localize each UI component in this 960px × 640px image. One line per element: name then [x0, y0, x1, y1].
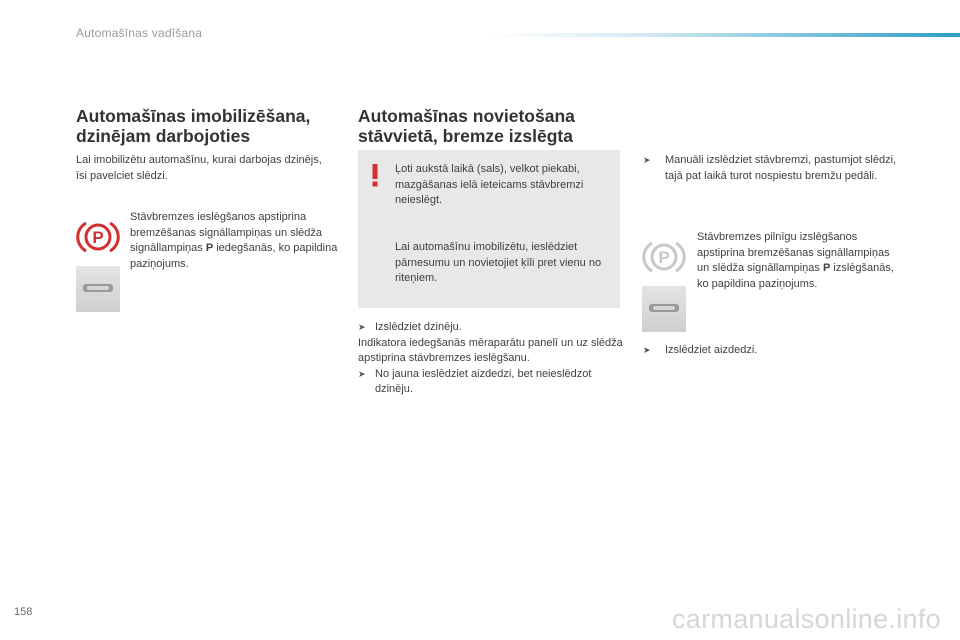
bullet-item	[643, 343, 908, 359]
right-instruction-2	[643, 343, 908, 359]
bullet-marker-icon: ➤	[643, 155, 651, 165]
caption-text: iedegšanās, ko papildina paziņojums.	[130, 242, 338, 270]
header-accent-bar	[488, 33, 960, 37]
caption-bold-p: P	[205, 242, 214, 254]
bullet-item	[358, 367, 623, 398]
section-title-line: stāvvietā, bremze izslēgta	[358, 126, 573, 146]
chapter-title: Automašīnas vadīšana	[76, 26, 203, 40]
svg-text:P: P	[92, 228, 104, 247]
bullet-text: Manuāli izslēdziet stāvbremzi, pastumjot slēdzi, tajā pat laikā turot nospiestu bremžu pedāli.	[665, 154, 897, 182]
warning-paragraph-gear: Lai automašīnu imobilizētu, ieslēdziet pārnesumu un novietojiet ķīli pret vienu no riteņiem.	[395, 241, 602, 284]
section-title-line: Automašīnas imobilizēšana,	[76, 106, 311, 126]
bullet-marker-icon: ➤	[643, 345, 651, 355]
caption-text: izslēgšanās, ko papildina paziņojums.	[697, 262, 894, 290]
caption-text: Stāvbremzes ieslēgšanos apstiprina bremzēšanas signāllampiņas un slēdža signāllampiņas	[130, 211, 322, 254]
caption-bold-p: P	[822, 262, 831, 274]
watermark: carmanualsonline.info	[672, 604, 941, 634]
section-title-immobilise	[76, 106, 351, 146]
warning-exclamation-icon	[368, 163, 382, 187]
bullet-text: No jauna ieslēdziet aizdedzi, bet neieslēdzot dzinēju.	[375, 367, 592, 395]
bullet-marker-icon: ➤	[358, 368, 366, 379]
section-title-line: dzinējam darbojoties	[76, 126, 251, 146]
bullet-text: Izslēdziet dzinēju.	[375, 321, 462, 333]
caption-brake-released	[697, 230, 897, 292]
caption-brake-applied	[130, 210, 342, 272]
intro-paragraph: Lai imobilizētu automašīnu, kurai darbojas dzinējs, īsi pavelciet slēdzi.	[76, 154, 322, 182]
svg-text:P: P	[658, 248, 670, 267]
parking-brake-red-icon	[76, 215, 120, 259]
parking-brake-grey-icon	[642, 235, 686, 279]
brake-switch-image	[76, 266, 120, 312]
section-title-line: Automašīnas novietošana	[358, 106, 575, 126]
bullet-text: Izslēdziet aizdedzi.	[665, 344, 758, 356]
bullet-item	[358, 320, 623, 336]
parking-brake-released-image	[642, 235, 686, 332]
warning-paragraph-cold: Ļoti aukstā laikā (sals), velkot piekabi, mazgāšanas ielā ieteicams stāvbremzi neieslēgt.	[395, 163, 584, 206]
bullet-item	[643, 153, 908, 184]
right-instruction-1	[643, 153, 908, 184]
indicator-paragraph: Indikatora iedegšanās mēraparātu panelī un uz slēdža apstiprina stāvbremzes ieslēgšanu.	[358, 336, 623, 364]
caption-text: Stāvbremzes pilnīgu izslēgšanos apstiprina bremzēšanas signāllampiņas un slēdža signāllampiņas	[697, 231, 890, 274]
brake-switch-image	[642, 286, 686, 332]
middle-instructions	[358, 320, 623, 398]
bullet-marker-icon: ➤	[358, 322, 366, 332]
parking-brake-applied-image	[76, 215, 120, 312]
page-number: 158	[14, 606, 33, 618]
section-title-parking	[358, 106, 633, 146]
